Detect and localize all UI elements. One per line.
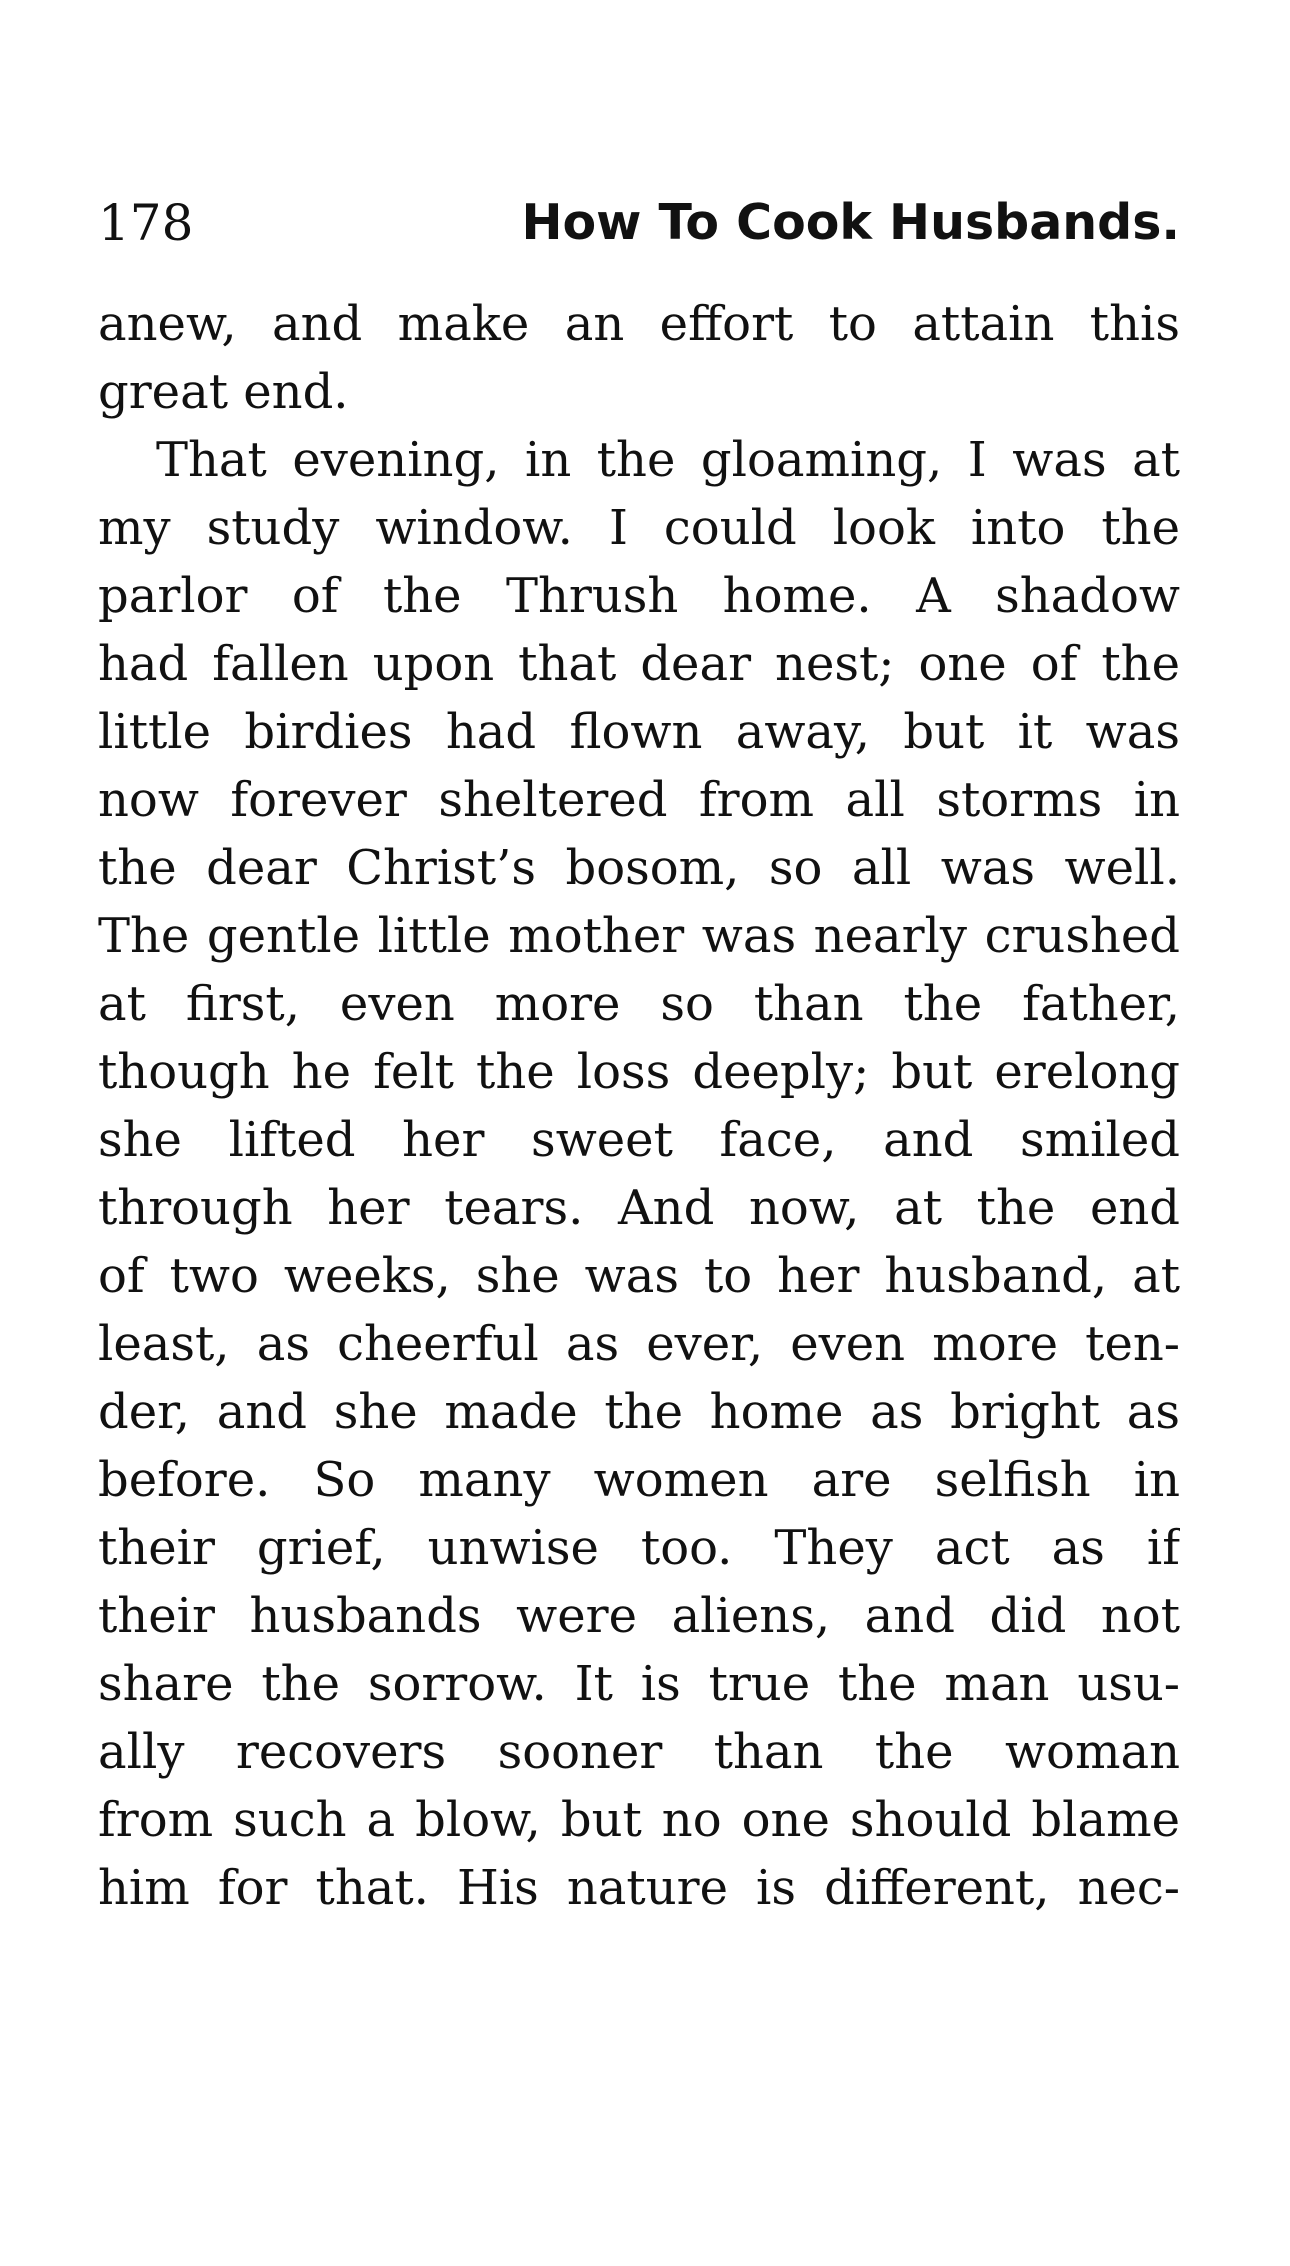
text-line: anew, and make an effort to attain this	[98, 296, 1180, 352]
body-text	[98, 290, 1180, 1922]
page-number: 178	[98, 194, 194, 252]
text-line: great end.	[98, 364, 349, 420]
text-line: That evening, in the gloaming, I was at	[156, 432, 1180, 488]
page-header	[98, 188, 1180, 258]
text-line: ally recovers sooner than the woman	[98, 1724, 1180, 1780]
text-line: now forever sheltered from all storms in	[98, 772, 1180, 828]
text-line: him for that. His nature is different, nec-	[98, 1860, 1180, 1916]
text-line: from such a blow, but no one should blame	[98, 1792, 1180, 1848]
text-line: der, and she made the home as bright as	[98, 1384, 1180, 1440]
text-line: though he felt the loss deeply; but erelong	[98, 1044, 1180, 1100]
text-line: little birdies had flown away, but it was	[98, 704, 1180, 760]
text-line: the dear Christ’s bosom, so all was well.	[98, 840, 1180, 896]
text-line: my study window. I could look into the	[98, 500, 1180, 556]
text-line: their grief, unwise too. They act as if	[98, 1520, 1180, 1576]
text-line: at first, even more so than the father,	[98, 976, 1180, 1032]
running-title: How To Cook Husbands.	[521, 194, 1180, 251]
text-line: parlor of the Thrush home. A shadow	[98, 568, 1180, 624]
text-line: through her tears. And now, at the end	[98, 1180, 1180, 1236]
text-line: least, as cheerful as ever, even more ten-	[98, 1316, 1180, 1372]
text-line: of two weeks, she was to her husband, at	[98, 1248, 1180, 1304]
text-line: their husbands were aliens, and did not	[98, 1588, 1180, 1644]
text-line: had fallen upon that dear nest; one of the	[98, 636, 1180, 692]
text-line: she lifted her sweet face, and smiled	[98, 1112, 1180, 1168]
text-line: before. So many women are selfish in	[98, 1452, 1180, 1508]
text-line: share the sorrow. It is true the man usu-	[98, 1656, 1180, 1712]
text-line: The gentle little mother was nearly crushed	[98, 908, 1180, 964]
